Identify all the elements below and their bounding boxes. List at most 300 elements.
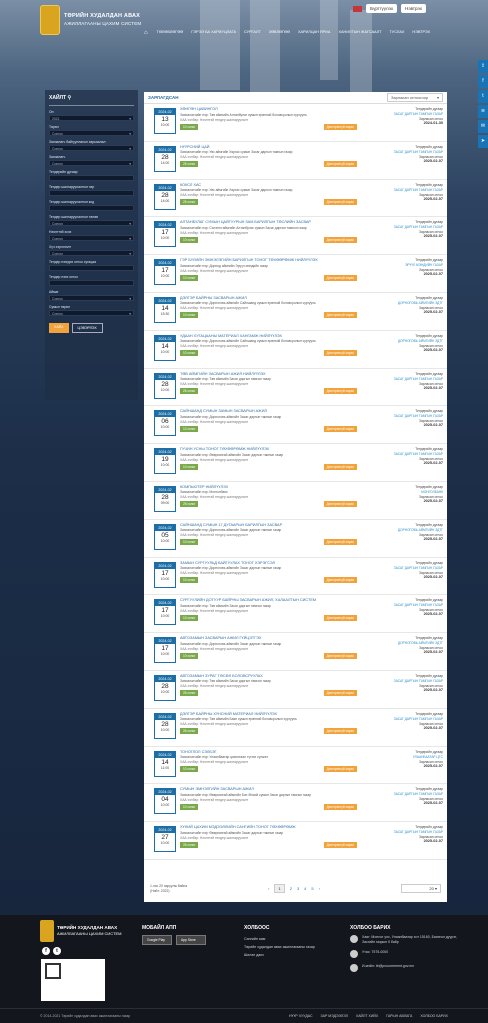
view-details-button[interactable]: Дэлгэрэнгүй харах xyxy=(324,842,357,848)
sort-select[interactable]: Зарласан огноогоор ▾ xyxy=(387,93,443,102)
home-icon[interactable]: ⌂ xyxy=(144,30,148,36)
pagination xyxy=(144,880,447,902)
tender-org[interactable]: ЗАСАГ ДАРГЫН ТАМГЫН ГАЗАР xyxy=(393,678,443,683)
tender-buyer: Захиалагчийн нэр: Увс аймгийн Хяргас сумын Засаг даргын тамгын газар xyxy=(180,150,293,155)
date-box xyxy=(154,675,176,701)
date-day: 14 xyxy=(161,304,169,312)
tender-tags xyxy=(180,539,357,545)
page-link[interactable]: 1 xyxy=(274,884,284,893)
chevron-down-icon: ▾ xyxy=(129,147,131,151)
published-label: Зарласан огноо xyxy=(418,721,443,726)
tender-tags xyxy=(180,615,357,621)
footer-subtitle: АЖИЛЛАГААНЫ ЦАХИМ СИСТЕМ xyxy=(57,931,122,936)
nav-item[interactable]: ТӨЛӨВЛӨГӨӨ xyxy=(156,30,184,34)
tender-item xyxy=(144,709,447,747)
date-time: 15:30 xyxy=(160,311,170,316)
date-year: 2024-02 xyxy=(155,336,175,342)
date-year: 2024-02 xyxy=(155,185,175,191)
date-time: 10:00 xyxy=(160,463,170,468)
tender-buyer: Захиалагчийн нэр: Дорноговь аймгийн Сайншанд сумын ерөнхий боловсролын сургууль xyxy=(180,339,316,344)
search-field[interactable] xyxy=(49,115,134,121)
meta-label: Тендерийн дугаар xyxy=(415,107,443,111)
published-date: 2025-02-07 xyxy=(423,309,443,314)
page-link[interactable]: 3 xyxy=(296,886,300,891)
field-value: Сонгох xyxy=(52,132,63,136)
duration-badge: 10 хоног xyxy=(180,464,198,470)
search-field[interactable] xyxy=(49,160,134,166)
tender-title[interactable]: ТОНОГЛОЛ СЭЛБЭГ xyxy=(180,749,217,754)
search-field[interactable] xyxy=(49,220,134,226)
tender-item xyxy=(144,558,447,596)
register-link[interactable]: Бүртгүүлэх xyxy=(366,4,397,13)
tender-tags xyxy=(180,312,357,318)
tender-title[interactable]: ХҮНИЙ ЦАХИМ МЭДЭЭЛЛИЙН САНГИЙН ТОНОГ ТӨХӨӨРӨМЖ xyxy=(180,825,296,830)
tender-title[interactable]: СУМЫН ЭМНЭЛГИЙН ЗАСВАРЫН АЖИЛ xyxy=(180,787,254,792)
tender-meta xyxy=(361,598,443,630)
view-details-button[interactable]: Дэлгэрэнгүй харах xyxy=(324,501,357,507)
facebook-icon[interactable]: f xyxy=(42,947,50,955)
published-date: 2025-02-07 xyxy=(423,234,443,239)
tender-title[interactable]: ХӨНГӨН ЦАВИНГОЛ xyxy=(180,107,218,111)
tender-title[interactable]: КОКСЛ ХАС xyxy=(180,182,202,187)
field-label: Тендер нээх огноо xyxy=(49,275,79,279)
tender-tags xyxy=(180,199,357,205)
search-field[interactable] xyxy=(49,295,134,301)
published-label: Зарласан огноо xyxy=(418,646,443,651)
field-label: Захиалагч xyxy=(49,155,66,159)
published-date: 2025-02-07 xyxy=(423,461,443,466)
nav-item[interactable]: НЭВТРЭХ xyxy=(412,30,431,34)
share-icon[interactable]: ⇪ xyxy=(478,60,488,73)
tender-type: ХАА хэлбэр: Нээлттэй тендер шалгаруулалт xyxy=(180,419,249,424)
date-time: 10:00 xyxy=(160,425,170,430)
date-time: 10:00 xyxy=(160,652,170,657)
tender-title[interactable]: САЙНШАНД СУМЫН ЗАМЫН ЗАСВАРЫН АЖИЛ xyxy=(180,409,267,414)
tender-org[interactable]: ЭРҮҮЛ МЭНДИЙН ГАЗАР xyxy=(405,263,443,268)
tender-title[interactable]: АЛТАНБУЛАГ СУМЫН ЦАЙГУУРЫН ЗАМ БАРИЛГЫН ТӨСЛИЙН ЗАСВАР xyxy=(180,220,311,225)
nav-item[interactable]: ЗӨВЛӨГӨӨ xyxy=(268,30,290,34)
field-value: Сонгох xyxy=(52,237,63,241)
chevron-down-icon: ▾ xyxy=(129,222,131,226)
tender-title[interactable]: САЙНШАНД СУМЫН 17 ДУГААРЫН БАРИЛГЫН ЗАСВАР xyxy=(180,522,283,527)
tender-tags xyxy=(180,124,357,130)
email-icon xyxy=(350,964,358,972)
date-box xyxy=(154,410,176,436)
view-details-button[interactable]: Дэлгэрэнгүй харах xyxy=(324,199,357,205)
tender-meta xyxy=(361,145,443,177)
date-year: 2024-02 xyxy=(155,827,175,833)
published-label: Зарласан огноо xyxy=(418,532,443,537)
tender-org[interactable]: ДОРНОГОВЬ АЙМГИЙН ЗДТГ xyxy=(398,338,443,343)
view-details-button[interactable]: Дэлгэрэнгүй харах xyxy=(324,124,357,130)
field-label: Аймаг xyxy=(49,290,59,294)
tender-meta xyxy=(361,447,443,479)
meta-label: Тендерийн дугаар xyxy=(415,220,443,225)
site-title: ТӨРИЙН ХУДАЛДАН АВАХ xyxy=(64,13,141,19)
tender-item xyxy=(144,255,447,293)
meta-label: Тендерийн дугаар xyxy=(415,598,443,603)
page-link[interactable]: 2 xyxy=(289,886,292,891)
tender-org[interactable]: ЗАСАГ ДАРГЫН ТАМГЫН ГАЗАР xyxy=(393,830,443,835)
tender-type: ХАА хэлбэр: Нээлттэй тендер шалгаруулалт xyxy=(180,571,249,576)
page-link[interactable]: 5 xyxy=(311,886,314,891)
tender-body xyxy=(176,674,361,706)
tender-buyer: Захиалагчийн нэр: Улаанбаатар цахилгаан түгээх сүлжээ xyxy=(180,755,268,760)
tender-body xyxy=(176,145,361,177)
tender-tags xyxy=(180,161,357,167)
date-year: 2024-02 xyxy=(155,449,175,455)
date-box xyxy=(154,751,176,777)
tender-org[interactable]: МОНГОЛБАНК xyxy=(421,489,443,494)
view-details-button[interactable]: Дэлгэрэнгүй харах xyxy=(324,766,357,772)
date-year: 2024-02 xyxy=(155,752,175,758)
footer-logo[interactable] xyxy=(40,920,122,942)
login-link[interactable]: Нэвтрэх xyxy=(401,4,426,13)
meta-label: Тендерийн дугаар xyxy=(415,484,443,489)
tender-org[interactable]: ДОРНОГОВЬ АЙМГИЙН ЗДТГ xyxy=(398,527,443,532)
tender-type: ХАА хэлбэр: Нээлттэй тендер шалгаруулалт xyxy=(180,382,249,387)
tender-org[interactable]: ДОРНОГОВЬ АЙМГИЙН ЗДТГ xyxy=(398,300,443,305)
date-day: 28 xyxy=(161,720,169,728)
tender-buyer: Захиалагчийн нэр: Дорнод аймгийн Эрүүл мэндийн газар xyxy=(180,263,268,268)
date-year: 2024-02 xyxy=(155,563,175,569)
view-details-button[interactable]: Дэлгэрэнгүй харах xyxy=(324,728,357,734)
page-link[interactable]: ‹ xyxy=(268,886,270,891)
tender-org[interactable]: ЗАСАГ ДАРГЫН ТАМГЫН ГАЗАР xyxy=(393,149,443,154)
tender-meta xyxy=(361,636,443,668)
tender-title[interactable]: ДЭЛГЭР БАЙРНЫ ХҮНСНИЙ МАТЕРИАЛ НИЙЛҮҮЛЭХ xyxy=(180,711,277,716)
view-details-button[interactable]: Дэлгэрэнгүй харах xyxy=(324,539,357,545)
search-field[interactable] xyxy=(49,265,134,271)
date-day: 19 xyxy=(161,456,169,464)
published-label: Зарласан огноо xyxy=(418,419,443,424)
tender-item xyxy=(144,369,447,407)
duration-badge: 10 хоног xyxy=(180,577,198,583)
tender-buyer: Захиалагчийн нэр: Төв аймгийн Баян сумын ерөнхий боловсролын сургууль xyxy=(180,717,297,722)
chevron-down-icon: ▾ xyxy=(129,312,131,316)
search-heading: ХАЙЛТ ⚲ xyxy=(49,93,134,106)
published-date: 2025-02-07 xyxy=(423,612,443,617)
tender-body xyxy=(176,485,361,517)
search-icon: ⚲ xyxy=(67,95,72,101)
duration-badge: 26 хоног xyxy=(180,501,198,507)
date-box xyxy=(154,259,176,285)
tender-tags xyxy=(180,690,357,696)
date-box xyxy=(154,788,176,814)
view-details-button[interactable]: Дэлгэрэнгүй харах xyxy=(324,615,357,621)
view-details-button[interactable]: Дэлгэрэнгүй харах xyxy=(324,275,357,281)
view-details-button[interactable]: Дэлгэрэнгүй харах xyxy=(324,237,357,243)
date-day: 28 xyxy=(161,191,169,199)
tender-title[interactable]: НҮҮРСНИЙ ЦАЙ xyxy=(180,144,210,149)
footer-bottom-link[interactable]: ХОЛБОО БАРИХ xyxy=(420,1014,448,1018)
footer-link[interactable]: Төрийн худалдан авах ажиллагааны газар xyxy=(244,945,315,949)
tender-meta xyxy=(361,825,443,857)
published-date: 2025-02-07 xyxy=(423,347,443,352)
tender-type: ХАА хэлбэр: Нээлттэй тендер шалгаруулалт xyxy=(180,797,249,802)
duration-badge: 10 хоног xyxy=(180,350,198,356)
contact-email[interactable]: И-мэйл: tb@procurement.gov.mn xyxy=(362,964,415,968)
tender-org[interactable]: ЗАСАГ ДАРГЫН ТАМГЫН ГАЗАР xyxy=(393,603,443,608)
tender-type: ХАА хэлбэр: Нээлттэй тендер шалгаруулалт xyxy=(180,646,249,651)
date-year: 2024-02 xyxy=(155,411,175,417)
footer-link[interactable]: Сангийн яам xyxy=(244,937,266,941)
mail-icon[interactable]: ✉ xyxy=(478,120,488,133)
tender-org[interactable]: ЗАСАГ ДАРГЫН ТАМГЫН ГАЗАР xyxy=(393,452,443,457)
search-field[interactable] xyxy=(49,175,134,181)
nav-item[interactable]: ТУСЛАХ xyxy=(389,30,405,34)
page-size-select[interactable]: 20 ▾ xyxy=(401,884,441,893)
tender-item xyxy=(144,142,447,180)
tender-body xyxy=(176,220,361,252)
nav-item[interactable]: СУРГАЛТ xyxy=(243,30,261,34)
tender-body xyxy=(176,409,361,441)
tender-meta xyxy=(361,561,443,593)
app-store-button[interactable]: App Store xyxy=(176,935,206,945)
published-date: 2025-02-07 xyxy=(423,801,443,806)
meta-label: Тендерийн дугаар xyxy=(415,447,443,452)
date-day: 17 xyxy=(161,569,169,577)
tender-tags xyxy=(180,653,357,659)
date-day: 28 xyxy=(161,493,169,501)
tender-meta xyxy=(361,183,443,215)
date-box xyxy=(154,184,176,210)
clear-button[interactable]: ЦЭВЭРЛЭХ xyxy=(72,323,103,333)
field-label: Захиалагч байгууллагын харьяалал xyxy=(49,140,106,144)
date-year: 2024-02 xyxy=(155,109,175,115)
emblem-icon xyxy=(40,5,60,35)
view-details-button[interactable]: Дэлгэрэнгүй харах xyxy=(324,804,357,810)
meta-label: Тендерийн дугаар xyxy=(415,144,443,149)
date-day: 17 xyxy=(161,607,169,615)
tender-item xyxy=(144,671,447,709)
duration-badge: 26 хоног xyxy=(180,842,198,848)
duration-badge: 10 хоног xyxy=(180,804,198,810)
published-label: Зарласан огноо xyxy=(418,305,443,310)
nav-item[interactable]: ГЭРЭЭ БА ХАРИУЦЛАГА xyxy=(191,30,236,34)
tender-type: ХАА хэлбэр: Нээлттэй тендер шалгаруулалт xyxy=(180,722,249,727)
tender-title[interactable]: УДААН ХУГАЦААНЫ МАТЕРИАЛ ХАНГАМЖ НИЙЛҮҮЛЭХ xyxy=(180,333,283,338)
tender-buyer: Захиалагчийн нэр: Өвөрхангай аймгийн Бат-Өлзий сумын Засаг даргын тамгын газар xyxy=(180,792,311,797)
tender-body xyxy=(176,107,361,139)
duration-badge: 26 хоног xyxy=(180,728,198,734)
published-date: 2025-02-07 xyxy=(423,385,443,390)
published-date: 2024-01-30 xyxy=(423,121,443,125)
view-details-button[interactable]: Дэлгэрэнгүй харах xyxy=(324,350,357,356)
tender-type: ХАА хэлбэр: Нээлттэй тендер шалгаруулалт xyxy=(180,193,249,198)
tender-title[interactable]: АВТОЗАМЫН ЗАСВАРЫН АЖИЛ ГҮЙЦЭТГЭХ xyxy=(180,636,262,641)
duration-badge: 10 хоног xyxy=(180,766,198,772)
tender-org[interactable]: ДОРНОГОВЬ АЙМГИЙН ЗДТГ xyxy=(398,641,443,646)
duration-badge: 10 хоног xyxy=(180,124,198,130)
tender-org[interactable]: УЛААНБААТАР ЦТС xyxy=(412,754,443,759)
date-time: 10:00 xyxy=(160,689,170,694)
tender-type: ХАА хэлбэр: Нээлттэй тендер шалгаруулалт xyxy=(180,117,249,122)
published-label: Зарласан огноо xyxy=(418,835,443,840)
field-label: Сумын төрөл xyxy=(49,305,70,309)
tender-title[interactable]: СУРГУУЛИЙН ДОТУУР БАЙРНЫ ЗАСВАРЫН АЖИЛ, ХАЛААЛТЫН СИСТЕМ xyxy=(180,598,317,603)
view-details-button[interactable]: Дэлгэрэнгүй харах xyxy=(324,312,357,318)
search-field[interactable] xyxy=(49,310,134,316)
date-year: 2024-02 xyxy=(155,714,175,720)
duration-badge: 10 хоног xyxy=(180,275,198,281)
footer-bottom-link[interactable]: ЗАР МЭДЭЭЛЭЛ xyxy=(320,1014,348,1018)
published-date: 2025-02-07 xyxy=(423,536,443,541)
tender-org[interactable]: ЗАСАГ ДАРГЫН ТАМГЫН ГАЗАР xyxy=(393,187,443,192)
footer-link[interactable]: Шилэн данс xyxy=(244,953,265,957)
search-field[interactable] xyxy=(49,145,134,151)
twitter-icon[interactable]: t xyxy=(478,90,488,103)
date-box xyxy=(154,599,176,625)
search-button[interactable]: ХАЙХ xyxy=(49,323,69,333)
tender-buyer: Захиалагчийн нэр: Өвөрхангай аймгийн Засаг даргын тамгын газар xyxy=(180,830,284,835)
footer-bottom-link[interactable]: ГАРЫН АВЛАГА xyxy=(386,1014,413,1018)
search-field[interactable] xyxy=(49,205,134,211)
emblem-icon xyxy=(40,920,54,942)
published-date: 2025-02-07 xyxy=(423,423,443,428)
links-heading: ХОЛБООС xyxy=(244,925,270,931)
date-day: 05 xyxy=(161,531,169,539)
view-details-button[interactable]: Дэлгэрэнгүй харах xyxy=(324,426,357,432)
date-day: 17 xyxy=(161,229,169,237)
tender-body xyxy=(176,712,361,744)
date-day: 17 xyxy=(161,267,169,275)
view-details-button[interactable]: Дэлгэрэнгүй харах xyxy=(324,464,357,470)
view-details-button[interactable]: Дэлгэрэнгүй харах xyxy=(324,388,357,394)
tender-org[interactable]: ЗАСАГ ДАРГЫН ТАМГЫН ГАЗАР xyxy=(393,414,443,419)
published-date: 2025-02-07 xyxy=(423,158,443,163)
tender-buyer: Захиалагчийн нэр: Дорноговь аймгийн Сайншанд сумын ерөнхий боловсролын сургууль xyxy=(180,301,316,306)
meta-label: Тендерийн дугаар xyxy=(415,787,443,792)
view-details-button[interactable]: Дэлгэрэнгүй харах xyxy=(324,577,357,583)
tender-body xyxy=(176,372,361,404)
tender-org[interactable]: ЗАСАГ ДАРГЫН ТАМГЫН ГАЗАР xyxy=(393,565,443,570)
page-link[interactable]: › xyxy=(318,886,320,891)
page-link[interactable]: 4 xyxy=(304,886,307,891)
date-box xyxy=(154,108,176,134)
tender-title[interactable]: КОМПЬЮТЕР НИЙЛҮҮЛЭХ xyxy=(180,484,229,489)
tender-tags xyxy=(180,237,357,243)
telegram-icon[interactable]: ➤ xyxy=(478,135,488,148)
field-label: Тендер шалгаруулалтын төлөв xyxy=(49,215,98,219)
meta-label: Тендерийн дугаар xyxy=(415,258,443,263)
published-date: 2025-02-07 xyxy=(423,763,443,768)
date-time: 14:00 xyxy=(160,198,170,203)
footer xyxy=(0,915,488,1023)
field-label: Төрөл xyxy=(49,125,59,129)
date-time: 10:00 xyxy=(160,803,170,808)
pagination-total: (Нийт: 2022) xyxy=(150,888,170,893)
tender-body xyxy=(176,523,361,555)
footer-title: ТӨРИЙН ХУДАЛДАН АВАХ xyxy=(57,925,118,930)
tender-meta xyxy=(361,409,443,441)
search-field[interactable] xyxy=(49,250,134,256)
duration-badge: 10 хоног xyxy=(180,653,198,659)
tender-title[interactable]: ДЭЛГЭР БАЙРНЫ ЗАСВАРЫН АЖИЛ xyxy=(180,295,247,300)
tender-meta xyxy=(361,107,443,139)
tender-body xyxy=(176,750,361,782)
date-day: 14 xyxy=(161,758,169,766)
view-details-button[interactable]: Дэлгэрэнгүй харах xyxy=(324,690,357,696)
tender-body xyxy=(176,561,361,593)
search-field[interactable] xyxy=(49,280,134,286)
footer-bottom-link[interactable]: НҮҮР ХУУДАС xyxy=(289,1014,313,1018)
date-day: 04 xyxy=(161,796,169,804)
tender-buyer: Захиалагчийн нэр: Увс аймгийн Хяргас сумын Засаг даргын тамгын газар xyxy=(180,188,293,193)
date-time: 10:00 xyxy=(160,274,170,279)
view-details-button[interactable]: Дэлгэрэнгүй харах xyxy=(324,161,357,167)
search-field[interactable] xyxy=(49,130,134,136)
date-year: 2024-02 xyxy=(155,147,175,153)
date-day: 06 xyxy=(161,418,169,426)
tender-meta xyxy=(361,296,443,328)
phone-icon xyxy=(350,950,358,958)
tender-buyer: Захиалагчийн нэр: Дорноговь аймгийн Засаг даргын тамгын газар xyxy=(180,414,282,419)
date-time: 10:00 xyxy=(160,576,170,581)
tender-org[interactable]: ЗАСАГ ДАРГЫН ТАМГЫН ГАЗАР xyxy=(393,225,443,230)
tender-title[interactable]: ГЭР БҮЛИЙН ЭМНЭЛЭГИЙН БАРИЛГЫН ТОНОГ ТӨХӨӨРӨМЖ НИЙЛҮҮЛЭХ xyxy=(180,258,318,263)
search-field[interactable] xyxy=(49,235,134,241)
flag-icon[interactable] xyxy=(353,6,362,12)
facebook-icon[interactable]: f xyxy=(478,75,488,88)
tender-tags xyxy=(180,804,357,810)
search-field[interactable] xyxy=(49,190,134,196)
tender-title[interactable]: ЗАМЫН СУРГУУЛЬД БАЙГУУЛАХ ТОНОГ ХЭРЭГСЭЛ xyxy=(180,560,276,565)
tender-body xyxy=(176,183,361,215)
footer-bottom-link[interactable]: ХАЙЛТ ХИЙХ xyxy=(355,1014,379,1018)
tender-item xyxy=(144,444,447,482)
duration-badge: 26 хоног xyxy=(180,388,198,394)
rss-icon[interactable]: ≋ xyxy=(478,105,488,118)
top-bar xyxy=(0,0,488,28)
tender-buyer: Захиалагчийн нэр: Төв аймгийн Засаг даргын тамгын газар xyxy=(180,603,271,608)
date-box xyxy=(154,562,176,588)
twitter-icon[interactable]: t xyxy=(53,947,61,955)
tender-list xyxy=(144,92,447,902)
field-value: Сонгох xyxy=(52,162,63,166)
tender-org[interactable]: ЗАСАГ ДАРГЫН ТАМГЫН ГАЗАР xyxy=(393,716,443,721)
tender-meta xyxy=(361,674,443,706)
chevron-down-icon: ▾ xyxy=(129,297,131,301)
tender-org[interactable]: ЗАСАГ ДАРГЫН ТАМГЫН ГАЗАР xyxy=(393,112,443,116)
tender-meta xyxy=(361,787,443,819)
google-play-button[interactable]: Google Play xyxy=(142,935,172,945)
meta-label: Тендерийн дугаар xyxy=(415,371,443,376)
nav-item[interactable]: ХАНИЛТЫН ЖАГСААЛТ xyxy=(338,30,382,34)
tender-meta xyxy=(361,523,443,555)
tender-title[interactable]: ГУЧИН УСНЫ ТОНОГ ТӨХӨӨРӨМЖ НИЙЛҮҮЛЭХ xyxy=(180,447,270,452)
tender-type: ХАА хэлбэр: Нээлттэй тендер шалгаруулалт xyxy=(180,230,249,235)
published-date: 2025-02-07 xyxy=(423,725,443,730)
tender-tags xyxy=(180,350,357,356)
chevron-down-icon: ▾ xyxy=(129,252,131,256)
tender-tags xyxy=(180,501,357,507)
tender-org[interactable]: ЗАСАГ ДАРГЫН ТАМГЫН ГАЗАР xyxy=(393,376,443,381)
date-time: 10:00 xyxy=(160,123,170,127)
field-value: 2021 xyxy=(52,117,60,121)
view-details-button[interactable]: Дэлгэрэнгүй харах xyxy=(324,653,357,659)
tender-title[interactable]: ТӨВ АЙМГИЙН ЗАСВАРЫН АЖИЛ НИЙЛҮҮЛЭХ xyxy=(180,371,266,376)
nav-item[interactable]: ХАРИЛЦАН ЯРИА xyxy=(297,30,331,34)
date-year: 2024-02 xyxy=(155,676,175,682)
tender-body xyxy=(176,636,361,668)
date-box xyxy=(154,486,176,512)
tender-org[interactable]: ЗАСАГ ДАРГЫН ТАМГЫН ГАЗАР xyxy=(393,792,443,797)
tender-title[interactable]: АВТОЗАМЫН ЗУРАГ ТӨСӨЛ БОЛОВСРУУЛАХ xyxy=(180,673,263,678)
duration-badge: 10 хоног xyxy=(180,237,198,243)
tender-item xyxy=(144,784,447,822)
published-label: Зарласан огноо xyxy=(418,683,443,688)
